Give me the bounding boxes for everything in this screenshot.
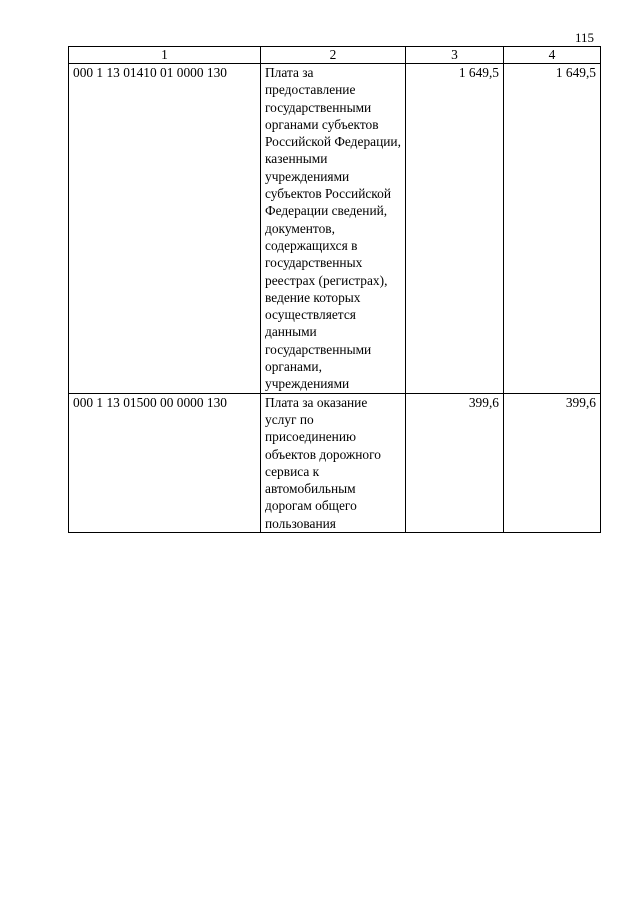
amount-col4-cell: 399,6 <box>504 393 601 532</box>
budget-table <box>68 46 601 533</box>
amount-col3-cell: 399,6 <box>406 393 504 532</box>
page-number: 115 <box>574 30 594 45</box>
revenue-name-cell: Плата за предоставление государственными органами субъектов Российской Федерации, казенными учреждениями субъектов Российской Федерации сведений, документов, содержащихся в государственных реестрах (регистрах), ведение которых осуществляется данными государственными органами, учреждениями <box>261 64 406 394</box>
amount-col4-cell: 1 649,5 <box>504 64 601 394</box>
column-header-2: 2 <box>261 47 406 64</box>
table-header-row <box>69 47 601 64</box>
column-header-3: 3 <box>406 47 504 64</box>
amount-col3-cell: 1 649,5 <box>406 64 504 394</box>
table-row <box>69 393 601 532</box>
table-row <box>69 64 601 394</box>
column-header-1: 1 <box>69 47 261 64</box>
column-header-4: 4 <box>504 47 601 64</box>
revenue-code-cell: 000 1 13 01500 00 0000 130 <box>69 393 261 532</box>
revenue-code-cell: 000 1 13 01410 01 0000 130 <box>69 64 261 394</box>
revenue-name-cell: Плата за оказание услуг по присоединению объектов дорожного сервиса к автомобильным дорогам общего пользования <box>261 393 406 532</box>
